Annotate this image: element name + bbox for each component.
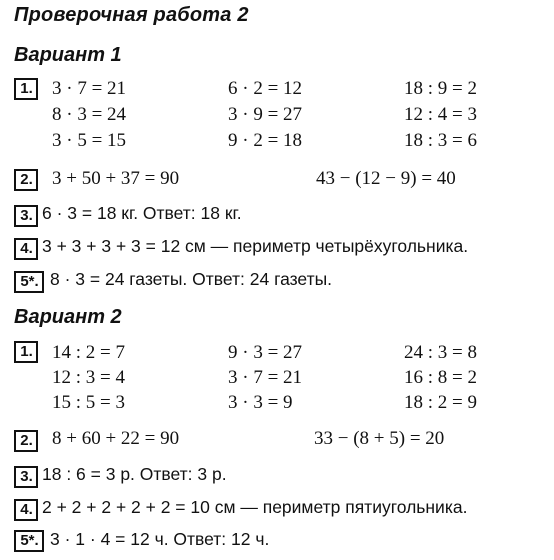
v2-t1-c2-r3: 3 · 3 = 9: [228, 392, 293, 413]
v1-t1-c3-r1: 18 : 9 = 2: [404, 78, 477, 99]
v1-t5-text: 8 · 3 = 24 газеты. Ответ: 24 газеты.: [50, 269, 333, 289]
v1-task-1-number: 1.: [14, 78, 38, 100]
v1-t4-text: 3 + 3 + 3 + 3 = 12 см — периметр четырёхугольника.: [42, 236, 469, 256]
v2-t1-c2-r2: 3 · 7 = 21: [228, 367, 303, 388]
v1-t1-c3-r2: 12 : 4 = 3: [404, 104, 477, 125]
variant-2-heading: Вариант 2: [14, 306, 122, 328]
v2-task-2-number: 2.: [14, 430, 38, 452]
v2-task-3-number: 3.: [14, 466, 38, 488]
v2-task-4-number: 4.: [14, 499, 38, 521]
v2-t1-c3-r3: 18 : 2 = 9: [404, 392, 477, 413]
v1-t1-c3-r3: 18 : 3 = 6: [404, 130, 477, 151]
v1-t1-c1-r1: 3 · 7 = 21: [52, 78, 127, 99]
v1-t2-expr-2: 43 − (12 − 9) = 40: [316, 168, 456, 189]
page-title: Проверочная работа 2: [14, 4, 249, 26]
v1-t1-c1-r3: 3 · 5 = 15: [52, 130, 127, 151]
v1-task-3-number: 3.: [14, 205, 38, 227]
v1-t1-c1-r2: 8 · 3 = 24: [52, 104, 127, 125]
variant-1-heading: Вариант 1: [14, 44, 122, 66]
v1-t1-c2-r1: 6 · 2 = 12: [228, 78, 303, 99]
v1-task-5-number: 5*.: [14, 271, 44, 293]
v2-task-5-number: 5*.: [14, 530, 44, 552]
v2-t4-text: 2 + 2 + 2 + 2 + 2 = 10 см — периметр пятиугольника.: [42, 497, 468, 517]
v2-t1-c1-r3: 15 : 5 = 3: [52, 392, 125, 413]
v2-t1-c1-r2: 12 : 3 = 4: [52, 367, 125, 388]
v2-t1-c1-r1: 14 : 2 = 7: [52, 342, 125, 363]
v2-t1-c3-r2: 16 : 8 = 2: [404, 367, 477, 388]
v2-t1-c2-r1: 9 · 3 = 27: [228, 342, 303, 363]
v2-t2-expr-1: 8 + 60 + 22 = 90: [52, 428, 180, 449]
v2-t1-c3-r1: 24 : 3 = 8: [404, 342, 477, 363]
v1-task-4-number: 4.: [14, 238, 38, 260]
v1-t1-c2-r3: 9 · 2 = 18: [228, 130, 303, 151]
v1-t3-text: 6 · 3 = 18 кг. Ответ: 18 кг.: [42, 203, 242, 223]
v2-t5-text: 3 · 1 · 4 = 12 ч. Ответ: 12 ч.: [50, 529, 270, 549]
v2-t2-expr-2: 33 − (8 + 5) = 20: [314, 428, 445, 449]
v1-t2-expr-1: 3 + 50 + 37 = 90: [52, 168, 180, 189]
v2-task-1-number: 1.: [14, 341, 38, 363]
v1-t1-c2-r2: 3 · 9 = 27: [228, 104, 303, 125]
v1-task-2-number: 2.: [14, 169, 38, 191]
v2-t3-text: 18 : 6 = 3 р. Ответ: 3 р.: [42, 464, 227, 484]
